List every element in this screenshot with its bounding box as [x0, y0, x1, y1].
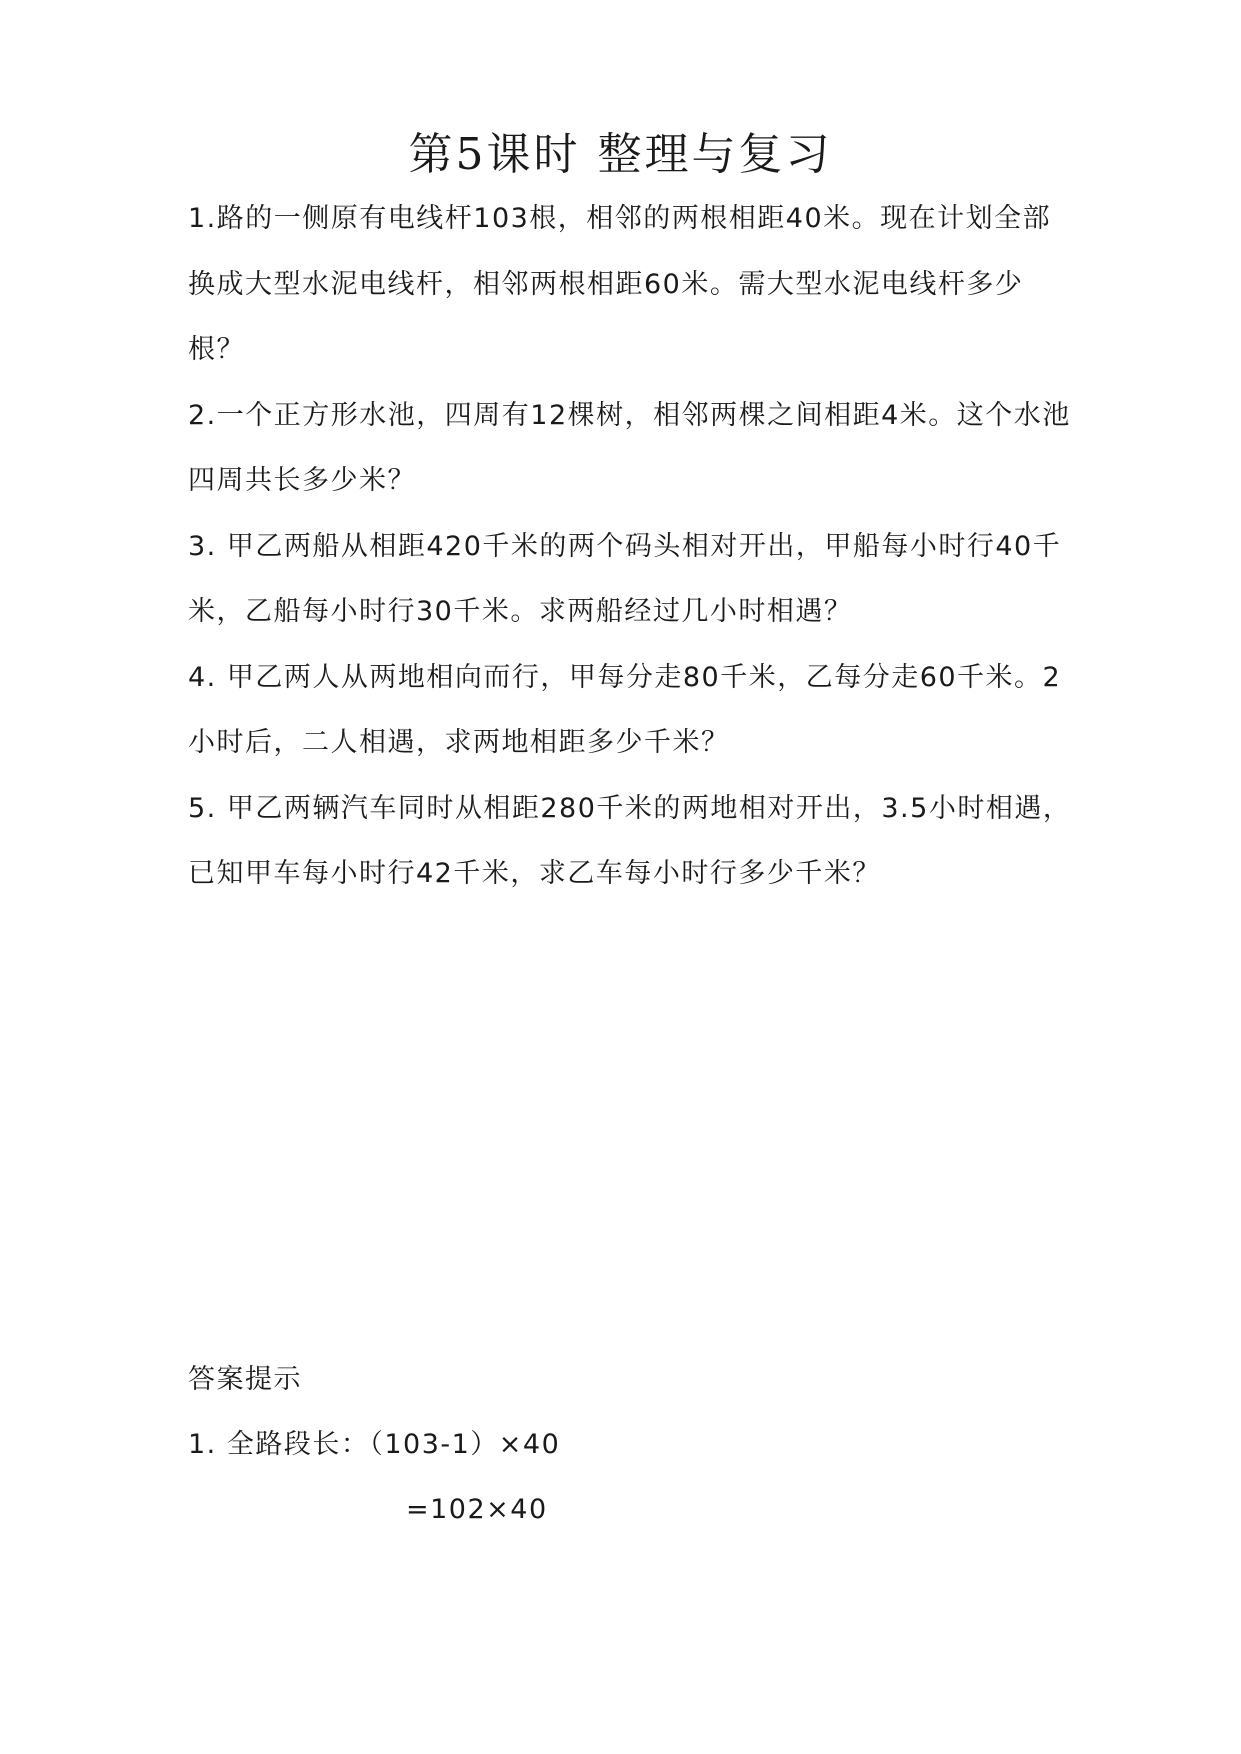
page-title: 第5课时 整理与复习	[408, 129, 833, 180]
answer-line: 1. 全路段长：（103-1）×40	[188, 1429, 561, 1460]
question-item: 1.路的一侧原有电线杆103根，相邻的两根相距40米。现在计划全部换成大型水泥电线杆，相邻两根相距60米。需大型水泥电线杆多少根？	[188, 203, 1052, 365]
answer-heading: 答案提示	[188, 1364, 302, 1395]
question-item: 3. 甲乙两船从相距420千米的两个码头相对开出，甲船每小时行40千米，乙船每小时行30千米。求两船经过几小时相遇？	[188, 530, 1062, 627]
question-list	[188, 186, 1078, 907]
question-item: 5. 甲乙两辆汽车同时从相距280千米的两地相对开出，3.5小时相遇，已知甲车每小时行42千米，求乙车每小时行多少千米？	[188, 792, 1072, 889]
answer-section	[188, 1360, 1078, 1530]
question-item: 2.一个正方形水池，四周有12棵树，相邻两棵之间相距4米。这个水池四周共长多少米？	[188, 399, 1071, 496]
answer-line: =102×40	[406, 1494, 548, 1525]
question-item: 4. 甲乙两人从两地相向而行，甲每分走80千米，乙每分走60千米。2小时后，二人相遇，求两地相距多少千米？	[188, 661, 1062, 758]
